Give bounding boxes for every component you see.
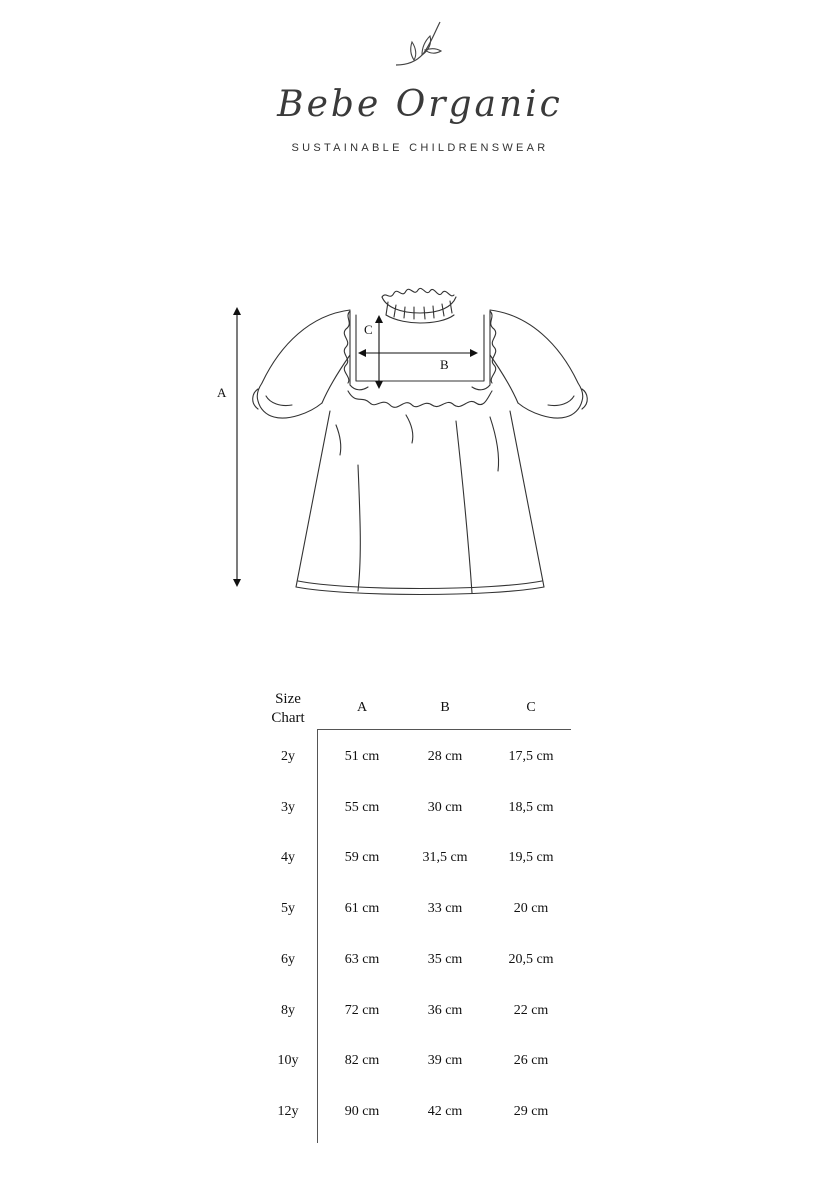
measure-c-cell: 18,5 cm xyxy=(508,800,554,815)
column-header-c: C xyxy=(526,700,536,715)
measure-c-cell: 20 cm xyxy=(513,901,549,916)
measure-c-cell: 17,5 cm xyxy=(508,749,554,764)
measure-a-cell: 51 cm xyxy=(344,749,380,764)
dress-measurement-diagram xyxy=(200,285,640,615)
measure-a-cell: 59 cm xyxy=(344,850,380,865)
table-size-divider xyxy=(317,729,318,1143)
size-cell: 6y xyxy=(281,952,295,967)
size-cell: 10y xyxy=(277,1053,299,1068)
measure-c-cell: 26 cm xyxy=(513,1053,549,1068)
measure-a-cell: 61 cm xyxy=(344,901,380,916)
measure-b-cell: 33 cm xyxy=(427,901,463,916)
size-cell: 5y xyxy=(281,901,295,916)
measure-a-cell: 63 cm xyxy=(344,952,380,967)
measure-b-cell: 35 cm xyxy=(427,952,463,967)
brand-tagline: SUSTAINABLE CHILDRENSWEAR xyxy=(291,142,549,154)
measure-c-cell: 20,5 cm xyxy=(508,952,554,967)
size-chart-corner-line-1: Size xyxy=(275,691,301,707)
measure-a-cell: 90 cm xyxy=(344,1104,380,1119)
measure-a-cell: 82 cm xyxy=(344,1053,380,1068)
measure-b-cell: 28 cm xyxy=(427,749,463,764)
size-cell: 2y xyxy=(281,749,295,764)
column-header-b: B xyxy=(440,700,450,715)
leaf-sprig-icon xyxy=(392,18,452,70)
table-header-divider xyxy=(318,729,571,730)
brand-name: Bebe Organic xyxy=(277,84,563,125)
size-cell: 12y xyxy=(277,1104,299,1119)
measure-b-cell: 39 cm xyxy=(427,1053,463,1068)
measure-b-cell: 42 cm xyxy=(427,1104,463,1119)
size-cell: 3y xyxy=(281,800,295,815)
dimension-label-c: C xyxy=(364,322,373,337)
measure-a-cell: 55 cm xyxy=(344,800,380,815)
measure-a-cell: 72 cm xyxy=(344,1003,380,1018)
measure-c-cell: 22 cm xyxy=(513,1003,549,1018)
column-header-a: A xyxy=(356,700,368,715)
brand-logo xyxy=(0,0,840,180)
measure-b-cell: 36 cm xyxy=(427,1003,463,1018)
dimension-label-a: A xyxy=(217,385,227,400)
measure-c-cell: 29 cm xyxy=(513,1104,549,1119)
measure-b-cell: 30 cm xyxy=(427,800,463,815)
size-cell: 4y xyxy=(281,850,295,865)
dimension-label-b: B xyxy=(440,357,449,372)
size-cell: 8y xyxy=(281,1003,295,1018)
measure-c-cell: 19,5 cm xyxy=(508,850,554,865)
size-chart-corner-label xyxy=(258,690,318,728)
size-chart-corner-line-2: Chart xyxy=(271,710,305,726)
measure-b-cell: 31,5 cm xyxy=(422,850,468,865)
